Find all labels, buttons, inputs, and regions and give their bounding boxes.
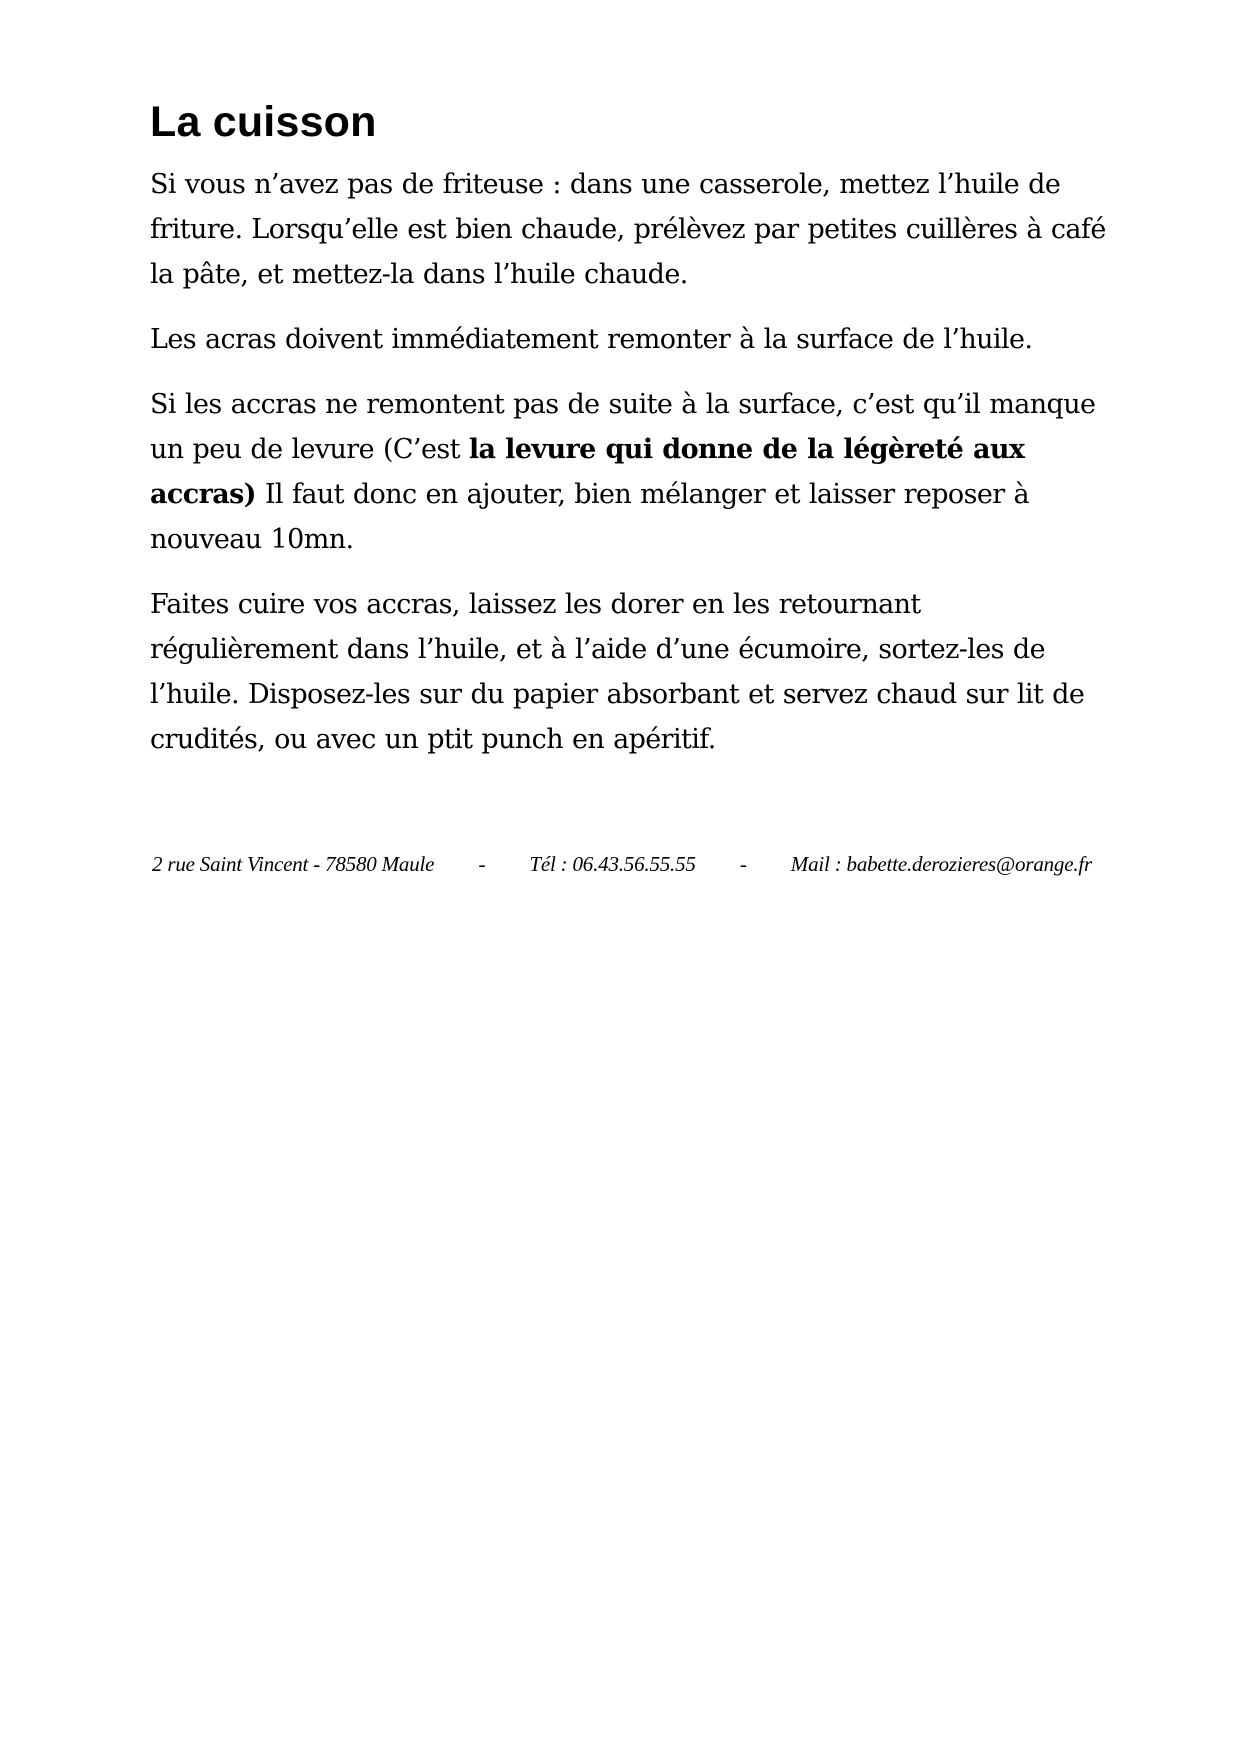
footer-address: 2 rue Saint Vincent - 78580 Maule	[152, 852, 435, 876]
footer-separator: -	[739, 852, 747, 876]
contact-footer	[152, 852, 1092, 877]
paragraph-frying-instructions: Si vous n’avez pas de friteuse : dans une casserole, mettez l’huile de friture. Lorsqu’elle est bien chaude, prélèvez par petites cuillères à café la pâte, et mettez-la dans l’huile chaude.	[150, 169, 1106, 290]
document-page	[150, 92, 1110, 782]
yeast-tip-text-start: Si les accras ne remontent pas de suite à la surface, c’est qu’il manque un peu de levure (C’est	[150, 389, 1096, 465]
paragraph-serving-instructions: Faites cuire vos accras, laissez les dorer en les retournant régulièrement dans l’huile, et à l’aide d’une écumoire, sortez-les de l’huile. Disposez-les sur du papier absorbant et servez chaud sur lit de crudités, ou avec un ptit punch en apéritif.	[150, 589, 1085, 755]
footer-mail: Mail : babette.derozieres@orange.fr	[790, 852, 1092, 876]
footer-phone: Tél : 06.43.56.55.55	[529, 852, 696, 876]
paragraph-surface-note: Les acras doivent immédiatement remonter à la surface de l’huile.	[150, 324, 1033, 355]
yeast-tip-text-end: Il faut donc en ajouter, bien mélanger et laisser reposer à nouveau 10mn.	[150, 479, 1030, 555]
paragraph-yeast-tip	[150, 382, 1110, 562]
yeast-tip-emphasis: la levure qui donne de la légèreté aux accras)	[150, 434, 1025, 510]
section-title: La cuisson	[150, 98, 377, 146]
footer-separator: -	[478, 852, 486, 876]
